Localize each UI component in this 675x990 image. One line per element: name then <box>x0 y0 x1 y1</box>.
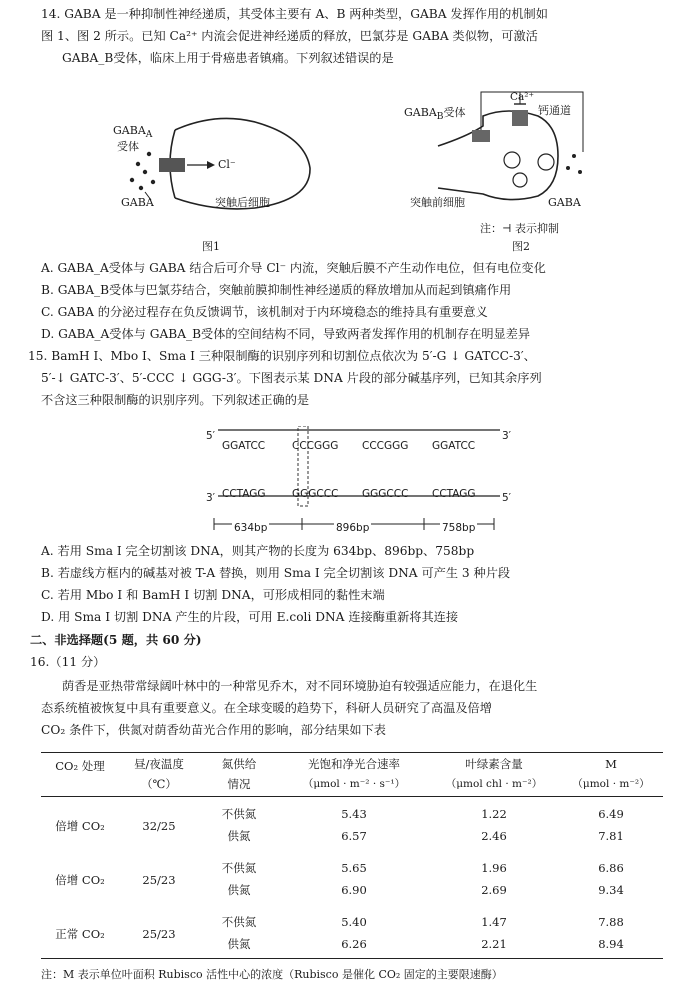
dna-top-5-end: 5′ <box>206 430 216 442</box>
fig2-note: 注：⊣ 表示抑制 <box>480 222 559 235</box>
row-m: 9.34 <box>598 883 624 897</box>
figure-1-postsynaptic <box>105 88 335 258</box>
fig2-caption: 图2 <box>512 240 530 253</box>
q14-option-a: A. GABA_A受体与 GABA 结合后可介导 Cl⁻ 内流，突触后膜不产生动作电位，但有电位变化 <box>41 261 546 275</box>
row-pn: 6.90 <box>341 883 367 897</box>
col-header-pn-unit: （μmol · m⁻² · s⁻¹） <box>302 778 406 790</box>
row-nitrogen: 不供氮 <box>221 915 257 929</box>
row-pn: 6.26 <box>341 937 367 951</box>
length-896: 896bp <box>334 518 371 539</box>
q15-option-c: C. 若用 Mbo Ⅰ 和 BamH Ⅰ 切割 DNA，可形成相同的黏性末端 <box>41 588 385 602</box>
dna-bot-seq-3: GGGCCC <box>362 488 409 500</box>
row-chl: 2.69 <box>481 883 507 897</box>
fig1-receptor-label: $GABA_A$ <box>113 124 153 141</box>
gaba-b-receptor <box>472 130 490 142</box>
q15-stem-line-1: 15. BamH Ⅰ、Mbo Ⅰ、Sma Ⅰ 三种限制酶的识别序列和切割位点依次为 5′-G ↓ GATCC-3′、 <box>28 349 536 363</box>
dna-top-seq-4: GGATCC <box>432 440 476 452</box>
row-nitrogen: 供氮 <box>227 937 251 951</box>
fig2-gaba-label: GABA <box>548 196 581 209</box>
row-m: 8.94 <box>598 937 624 951</box>
row-chl: 1.96 <box>481 861 507 875</box>
dna-bot-seq-1: CCTAGG <box>222 488 266 500</box>
row-pn: 6.57 <box>341 829 367 843</box>
fig1-receptor-label-2: 受体 <box>117 140 139 153</box>
row-m: 7.81 <box>598 829 624 843</box>
row-temp: 25/23 <box>142 927 176 941</box>
col-header-temp-unit: （℃） <box>141 777 177 791</box>
row-chl: 1.47 <box>481 915 507 929</box>
row-nitrogen: 供氮 <box>227 829 251 843</box>
col-header-nitrogen: 氮供给 <box>221 757 257 771</box>
col-header-chl-unit: （μmol chl · m⁻²） <box>445 778 543 790</box>
row-temp: 25/23 <box>142 873 176 887</box>
q14-stem-line-1: 14. GABA 是一种抑制性神经递质，其受体主要有 A、B 两种类型，GABA 发挥作用的机制如 <box>41 7 548 21</box>
length-758: 758bp <box>440 518 477 539</box>
row-nitrogen: 供氮 <box>227 883 251 897</box>
col-header-pn: 光饱和净光合速率 <box>308 757 400 771</box>
synaptic-vesicle <box>538 154 554 170</box>
row-temp: 32/25 <box>142 819 176 833</box>
gaba-molecule <box>151 180 155 184</box>
row-m: 6.86 <box>598 861 624 875</box>
q14-option-b: B. GABA_B受体与巴氯芬结合，突触前膜抑制性神经递质的释放增加从而起到镇痛作用 <box>41 283 512 297</box>
row-pn: 5.43 <box>341 807 367 821</box>
row-pn: 5.40 <box>341 915 367 929</box>
q14-option-c: C. GABA 的分泌过程存在负反馈调节，该机制对于内环境稳态的维持具有重要意义 <box>41 305 488 319</box>
row-chl: 1.22 <box>481 807 507 821</box>
col-header-co2: CO₂ 处理 <box>55 759 105 773</box>
table-top-rule <box>41 752 663 753</box>
row-chl: 2.21 <box>481 937 507 951</box>
q16-stem-line-1: 荫香是亚热带常绿阔叶林中的一种常见乔木，对不同环境胁迫有较强适应能力，在退化生 <box>62 679 538 693</box>
row-nitrogen: 不供氮 <box>221 861 257 875</box>
gaba-molecule <box>572 154 576 158</box>
dna-top-seq-3: CCCGGG <box>362 440 409 452</box>
gaba-molecule <box>139 186 143 190</box>
q14-option-d: D. GABA_A受体与 GABA_B受体的空间结构不同，导致两者发挥作用的机制存在明显差异 <box>41 327 531 341</box>
q16-header: 16.（11 分） <box>30 655 106 669</box>
table-header-rule <box>41 796 663 797</box>
fig2-calcium-label: Ca²⁺ <box>510 91 535 103</box>
col-header-chl: 叶绿素含量 <box>465 757 523 771</box>
row-chl: 2.46 <box>481 829 507 843</box>
col-header-temp: 昼/夜温度 <box>134 757 184 771</box>
dna-bot-seq-4: CCTAGG <box>432 488 476 500</box>
fig2-receptor-label: $GABA_B$受体 <box>404 106 466 123</box>
dna-top-3-end: 3′ <box>502 430 512 442</box>
row-co2: 倍增 CO₂ <box>55 873 105 887</box>
fig1-caption: 图1 <box>202 240 220 253</box>
gaba-molecule <box>136 162 140 166</box>
gaba-molecule <box>578 170 582 174</box>
gaba-molecule <box>566 166 570 170</box>
length-634: 634bp <box>232 518 269 539</box>
fig2-channel-label: 钙通道 <box>538 104 571 117</box>
synaptic-vesicle <box>504 152 520 168</box>
fig1-cell-label: 突触后细胞 <box>215 196 270 209</box>
row-pn: 5.65 <box>341 861 367 875</box>
fig1-ion-label: Cl⁻ <box>218 158 236 171</box>
presynaptic-membrane <box>438 111 558 200</box>
fig2-cell-label: 突触前细胞 <box>410 196 465 209</box>
gaba-molecule <box>143 170 147 174</box>
row-m: 7.88 <box>598 915 624 929</box>
q16-stem-line-3: CO₂ 条件下，供氮对荫香幼苗光合作用的影响，部分结果如下表 <box>41 723 386 737</box>
q16-stem-line-2: 态系统植被恢复中具有重要意义。在全球变暖的趋势下，科研人员研究了高温及倍增 <box>41 701 492 715</box>
q15-stem-line-3: 不含这三种限制酶的识别序列。下列叙述正确的是 <box>41 393 310 407</box>
row-nitrogen: 不供氮 <box>221 807 257 821</box>
fig1-gaba-label: GABA <box>121 196 154 209</box>
arrow-head <box>207 161 215 169</box>
col-header-nitrogen-2: 情况 <box>227 777 251 791</box>
q15-option-d: D. 用 Sma Ⅰ 切割 DNA 产生的片段，可用 E.coli DNA 连接酶重新将其连接 <box>41 610 459 624</box>
dna-top-seq-2: CCCGGG <box>292 440 339 452</box>
table-footnote: 注：M 表示单位叶面积 Rubisco 活性中心的浓度（Rubisco 是催化 CO₂ 固定的主要限速酶） <box>41 968 503 981</box>
q14-stem-line-2: 图 1、图 2 所示。已知 Ca²⁺ 内流会促进神经递质的释放，巴氯芬是 GABA 类似物，可激活 <box>41 29 538 43</box>
dna-bot-seq-2: GGGCCC <box>292 488 339 500</box>
table-bottom-rule <box>41 958 663 959</box>
dna-bottom-5-end: 5′ <box>502 492 512 504</box>
q14-stem-line-3: GABA_B受体，临床上用于骨癌患者镇痛。下列叙述错误的是 <box>62 51 394 65</box>
q15-option-a: A. 若用 Sma Ⅰ 完全切割该 DNA，则其产物的长度为 634bp、896bp、758bp <box>41 544 475 558</box>
synaptic-vesicle <box>513 173 527 187</box>
q15-option-b: B. 若虚线方框内的碱基对被 T-A 替换，则用 Sma Ⅰ 完全切割该 DNA 可产生 3 种片段 <box>41 566 511 580</box>
gaba-a-receptor-channel <box>159 158 185 172</box>
col-header-m-unit: （μmol · m⁻²） <box>572 778 650 790</box>
dna-top-seq-1: GGATCC <box>222 440 266 452</box>
q15-stem-line-2: 5′-↓ GATC-3′、5′-CCC ↓ GGG-3′。下图表示某 DNA 片段的部分碱基序列，已知其余序列 <box>41 371 542 385</box>
dna-bottom-3-end: 3′ <box>206 492 216 504</box>
gaba-molecule <box>130 178 134 182</box>
section-2-heading: 二、非选择题(5 题，共 60 分) <box>30 633 202 647</box>
row-co2: 倍增 CO₂ <box>55 819 105 833</box>
row-m: 6.49 <box>598 807 624 821</box>
row-co2: 正常 CO₂ <box>55 927 105 941</box>
col-header-m: M <box>605 757 617 771</box>
